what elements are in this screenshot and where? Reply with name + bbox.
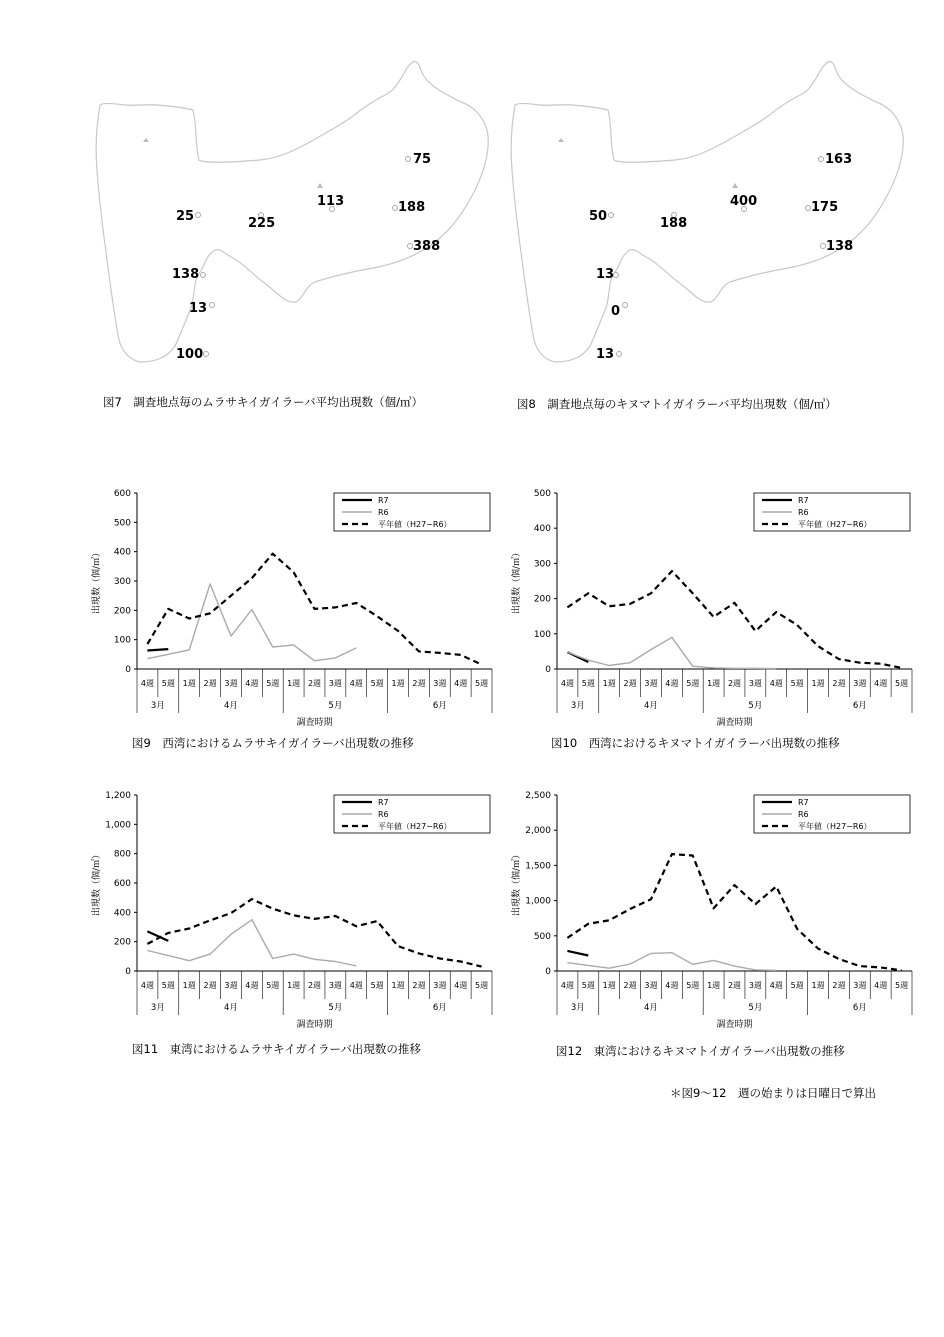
x-tick-label: 5週 bbox=[581, 679, 595, 688]
y-tick-label: 0 bbox=[125, 967, 131, 977]
y-tick-label: 500 bbox=[113, 518, 131, 529]
map-fig7 bbox=[95, 50, 515, 390]
map-value-fig7-s5: 25 bbox=[176, 209, 195, 224]
month-label: 6月 bbox=[432, 701, 447, 711]
y-axis-label: 出現数（個/㎥） bbox=[512, 547, 522, 615]
y-tick-label: 400 bbox=[533, 524, 551, 535]
x-tick-label: 5週 bbox=[370, 981, 384, 990]
x-tick-label: 1週 bbox=[391, 679, 405, 688]
x-tick-label: 5週 bbox=[370, 679, 384, 688]
x-tick-label: 1週 bbox=[182, 679, 196, 688]
month-label: 6月 bbox=[852, 701, 867, 711]
series-line-avg bbox=[567, 571, 901, 668]
map-value-fig8-s3: 175 bbox=[811, 200, 839, 215]
x-tick-label: 3週 bbox=[644, 981, 658, 990]
chart-caption-fig11: 図11 東湾におけるムラサキイガイラーバ出現数の推移 bbox=[132, 1042, 421, 1056]
x-tick-label: 5週 bbox=[475, 981, 489, 990]
y-tick-label: 1,500 bbox=[525, 861, 551, 872]
x-tick-label: 5週 bbox=[475, 679, 489, 688]
map-value-fig7-s2: 113 bbox=[317, 194, 345, 209]
map-value-fig8-s8: 0 bbox=[611, 304, 621, 319]
chart-fig12 bbox=[500, 787, 920, 1042]
legend-label: R7 bbox=[798, 798, 809, 807]
x-tick-label: 4週 bbox=[665, 981, 679, 990]
x-tick-label: 4週 bbox=[769, 981, 783, 990]
x-axis-label: 調査時期 bbox=[716, 1020, 753, 1030]
series-line-r7 bbox=[567, 951, 588, 956]
legend-label: R7 bbox=[378, 496, 389, 505]
y-axis-label: 出現数（個/㎥） bbox=[92, 547, 102, 615]
chart-fig9 bbox=[80, 485, 500, 740]
chart-svg-fig10 bbox=[500, 485, 920, 740]
x-tick-label: 2週 bbox=[203, 981, 217, 990]
x-tick-label: 3週 bbox=[328, 679, 342, 688]
y-tick-label: 200 bbox=[533, 594, 551, 605]
map-value-fig7-s8: 13 bbox=[189, 301, 208, 316]
station-marker bbox=[195, 212, 201, 218]
map-value-fig8-s6: 188 bbox=[660, 216, 688, 231]
legend-label: R6 bbox=[378, 508, 389, 517]
month-label: 4月 bbox=[224, 701, 238, 711]
map-caption-fig7: 図7 調査地点毎のムラサキイガイラーバ平均出現数（個/㎥） bbox=[103, 395, 423, 409]
legend-label: R6 bbox=[798, 810, 809, 819]
series-line-r7 bbox=[147, 649, 168, 650]
x-tick-label: 2週 bbox=[832, 679, 846, 688]
x-tick-label: 5週 bbox=[581, 981, 595, 990]
chart-fig11 bbox=[80, 787, 500, 1042]
y-tick-label: 0 bbox=[125, 665, 131, 675]
map-outline-fig8 bbox=[510, 50, 930, 390]
map-value-fig8-s2: 400 bbox=[730, 194, 758, 209]
x-tick-label: 1週 bbox=[182, 981, 196, 990]
y-tick-label: 2,000 bbox=[525, 826, 551, 837]
station-marker bbox=[203, 351, 209, 357]
x-tick-label: 2週 bbox=[623, 981, 637, 990]
x-tick-label: 5週 bbox=[790, 679, 804, 688]
series-line-r6 bbox=[147, 920, 356, 966]
station-marker bbox=[616, 351, 622, 357]
month-label: 5月 bbox=[748, 701, 763, 711]
station-marker bbox=[622, 302, 628, 308]
x-tick-label: 2週 bbox=[307, 981, 322, 990]
y-tick-label: 1,000 bbox=[105, 820, 131, 831]
x-tick-label: 5週 bbox=[895, 981, 909, 990]
x-tick-label: 4週 bbox=[454, 981, 468, 990]
x-axis-label: 調査時期 bbox=[296, 1020, 333, 1030]
x-tick-label: 2週 bbox=[412, 679, 426, 688]
x-tick-label: 4週 bbox=[245, 981, 259, 990]
x-tick-label: 4週 bbox=[874, 981, 888, 990]
month-label: 6月 bbox=[432, 1003, 447, 1013]
legend-label: R6 bbox=[798, 508, 809, 517]
y-tick-label: 500 bbox=[533, 931, 551, 942]
x-tick-label: 5週 bbox=[686, 981, 700, 990]
x-tick-label: 4週 bbox=[349, 679, 363, 688]
x-tick-label: 3週 bbox=[328, 981, 342, 990]
x-tick-label: 2週 bbox=[307, 679, 322, 688]
map-value-fig8-s5: 50 bbox=[589, 209, 608, 224]
x-tick-label: 2週 bbox=[832, 981, 846, 990]
x-tick-label: 5週 bbox=[686, 679, 700, 688]
y-tick-label: 0 bbox=[545, 665, 551, 675]
map-value-fig7-s3: 188 bbox=[398, 200, 426, 215]
map-value-fig7-s7: 138 bbox=[172, 267, 200, 282]
series-line-avg bbox=[567, 854, 901, 970]
x-tick-label: 3週 bbox=[433, 981, 447, 990]
x-tick-label: 3週 bbox=[224, 679, 238, 688]
y-tick-label: 300 bbox=[113, 577, 131, 587]
map-value-fig7-s1: 75 bbox=[413, 152, 432, 167]
y-tick-label: 300 bbox=[533, 559, 551, 570]
chart-svg-fig12 bbox=[500, 787, 920, 1042]
x-tick-label: 2週 bbox=[623, 679, 637, 688]
map-fig8 bbox=[510, 50, 930, 390]
chart-svg-fig11 bbox=[80, 787, 500, 1042]
map-caption-fig8: 図8 調査地点毎のキヌマトイガイラーバ平均出現数（個/㎥） bbox=[517, 397, 837, 411]
y-tick-label: 1,000 bbox=[525, 896, 551, 907]
x-tick-label: 5週 bbox=[266, 981, 280, 990]
month-label: 4月 bbox=[224, 1003, 238, 1013]
legend-label: R6 bbox=[378, 810, 389, 819]
x-tick-label: 4週 bbox=[560, 981, 574, 990]
chart-fig10 bbox=[500, 485, 920, 740]
x-tick-label: 1週 bbox=[602, 679, 616, 688]
series-line-avg bbox=[147, 899, 481, 967]
month-label: 3月 bbox=[150, 701, 165, 711]
legend-label: 平年値（H27−R6） bbox=[378, 822, 452, 831]
x-tick-label: 3週 bbox=[224, 981, 238, 990]
legend-label: R7 bbox=[378, 798, 389, 807]
x-tick-label: 4週 bbox=[874, 679, 888, 688]
x-tick-label: 5週 bbox=[161, 981, 175, 990]
month-label: 5月 bbox=[328, 701, 343, 711]
x-tick-label: 1週 bbox=[707, 981, 721, 990]
month-label: 6月 bbox=[852, 1003, 867, 1013]
series-line-avg bbox=[147, 554, 481, 665]
month-label: 4月 bbox=[644, 1003, 658, 1013]
x-tick-label: 1週 bbox=[602, 981, 616, 990]
month-label: 3月 bbox=[570, 701, 585, 711]
series-line-r6 bbox=[147, 584, 356, 661]
x-tick-label: 4週 bbox=[245, 679, 259, 688]
y-tick-label: 200 bbox=[113, 606, 131, 617]
map-value-fig8-s7: 13 bbox=[596, 267, 615, 282]
x-tick-label: 3週 bbox=[853, 679, 867, 688]
x-tick-label: 2週 bbox=[727, 981, 742, 990]
month-label: 4月 bbox=[644, 701, 658, 711]
x-tick-label: 4週 bbox=[140, 679, 154, 688]
chart-caption-fig9: 図9 西湾におけるムラサキイガイラーバ出現数の推移 bbox=[132, 736, 414, 750]
legend-label: 平年値（H27−R6） bbox=[798, 822, 872, 831]
y-tick-label: 2,500 bbox=[525, 791, 551, 801]
chart-svg-fig9 bbox=[80, 485, 500, 740]
x-tick-label: 1週 bbox=[811, 679, 825, 688]
x-axis-label: 調査時期 bbox=[716, 718, 753, 728]
x-tick-label: 4週 bbox=[665, 679, 679, 688]
y-tick-label: 600 bbox=[113, 489, 131, 499]
legend-label: 平年値（H27−R6） bbox=[378, 520, 452, 529]
x-tick-label: 4週 bbox=[140, 981, 154, 990]
x-tick-label: 4週 bbox=[454, 679, 468, 688]
x-tick-label: 2週 bbox=[412, 981, 426, 990]
x-axis-label: 調査時期 bbox=[296, 718, 333, 728]
y-tick-label: 500 bbox=[533, 489, 551, 499]
x-tick-label: 1週 bbox=[287, 981, 301, 990]
x-tick-label: 1週 bbox=[287, 679, 301, 688]
x-tick-label: 5週 bbox=[895, 679, 909, 688]
y-tick-label: 800 bbox=[113, 849, 131, 860]
x-tick-label: 4週 bbox=[560, 679, 574, 688]
x-tick-label: 1週 bbox=[707, 679, 721, 688]
chart-caption-fig10: 図10 西湾におけるキヌマトイガイラーバ出現数の推移 bbox=[551, 736, 840, 750]
month-label: 3月 bbox=[570, 1003, 585, 1013]
month-label: 5月 bbox=[328, 1003, 343, 1013]
station-marker bbox=[608, 212, 614, 218]
month-label: 5月 bbox=[748, 1003, 763, 1013]
footnote: ＊図9～12 週の始まりは日曜日で算出 bbox=[670, 1086, 876, 1100]
x-tick-label: 3週 bbox=[748, 679, 762, 688]
legend-label: 平年値（H27−R6） bbox=[798, 520, 872, 529]
map-outline-fig7 bbox=[95, 50, 515, 390]
map-value-fig8-s9: 13 bbox=[596, 347, 615, 362]
x-tick-label: 1週 bbox=[811, 981, 825, 990]
station-marker bbox=[200, 272, 206, 278]
y-tick-label: 400 bbox=[113, 908, 131, 919]
y-tick-label: 100 bbox=[113, 635, 131, 646]
x-tick-label: 4週 bbox=[769, 679, 783, 688]
chart-caption-fig12: 図12 東湾におけるキヌマトイガイラーバ出現数の推移 bbox=[556, 1044, 845, 1058]
series-line-r6 bbox=[567, 953, 776, 971]
map-value-fig8-s4: 138 bbox=[826, 239, 854, 254]
x-tick-label: 5週 bbox=[790, 981, 804, 990]
month-label: 3月 bbox=[150, 1003, 165, 1013]
x-tick-label: 2週 bbox=[727, 679, 742, 688]
x-tick-label: 5週 bbox=[161, 679, 175, 688]
map-value-fig7-s9: 100 bbox=[176, 347, 204, 362]
y-tick-label: 400 bbox=[113, 547, 131, 558]
station-marker bbox=[405, 156, 411, 162]
station-marker bbox=[818, 156, 824, 162]
x-tick-label: 2週 bbox=[203, 679, 217, 688]
x-tick-label: 3週 bbox=[644, 679, 658, 688]
y-tick-label: 1,200 bbox=[105, 791, 131, 801]
x-tick-label: 3週 bbox=[748, 981, 762, 990]
y-tick-label: 0 bbox=[545, 967, 551, 977]
x-tick-label: 1週 bbox=[391, 981, 405, 990]
map-value-fig7-s4: 388 bbox=[413, 239, 441, 254]
y-axis-label: 出現数（個/㎥） bbox=[92, 849, 102, 917]
y-tick-label: 600 bbox=[113, 879, 131, 889]
x-tick-label: 3週 bbox=[433, 679, 447, 688]
x-tick-label: 4週 bbox=[349, 981, 363, 990]
map-value-fig7-s6: 225 bbox=[248, 216, 276, 231]
x-tick-label: 3週 bbox=[853, 981, 867, 990]
y-tick-label: 200 bbox=[113, 937, 131, 948]
y-tick-label: 100 bbox=[533, 629, 551, 640]
y-axis-label: 出現数（個/㎥） bbox=[512, 849, 522, 917]
x-tick-label: 5週 bbox=[266, 679, 280, 688]
legend-label: R7 bbox=[798, 496, 809, 505]
station-marker bbox=[209, 302, 215, 308]
map-value-fig8-s1: 163 bbox=[825, 152, 853, 167]
series-line-r6 bbox=[567, 637, 776, 668]
